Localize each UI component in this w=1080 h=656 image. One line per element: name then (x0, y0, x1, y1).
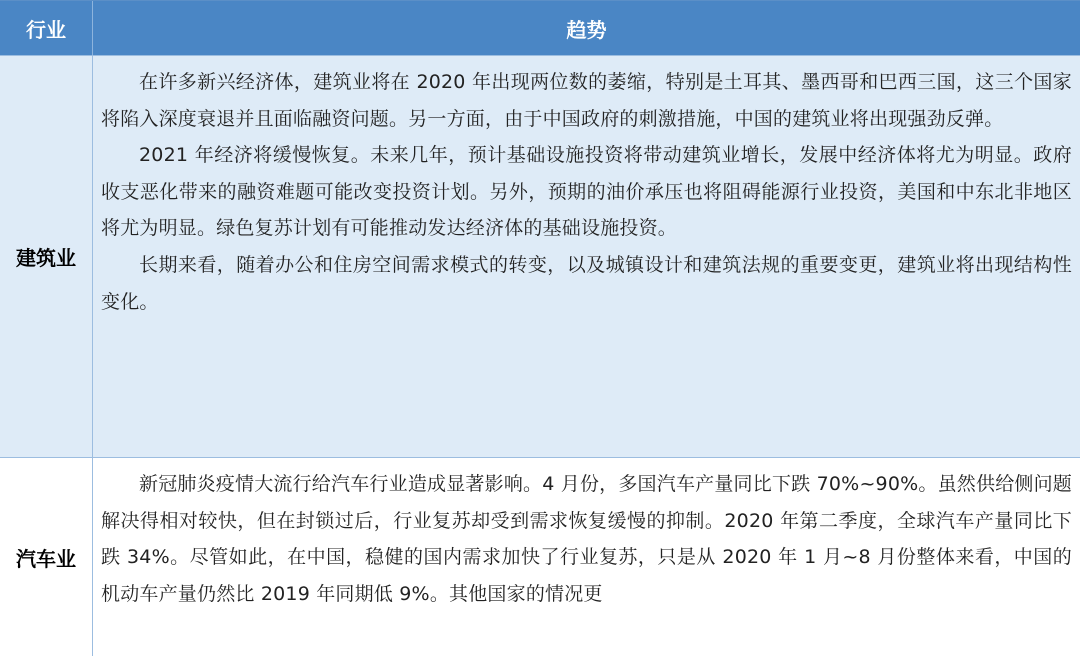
trend-content-construction (93, 56, 1080, 457)
table-row-auto (0, 457, 1080, 656)
table-header (0, 1, 1080, 55)
table-row-construction (0, 55, 1080, 457)
trend-paragraph: 新冠肺炎疫情大流行给汽车行业造成显著影响。4 月份，多国汽车产量同比下跌 70%~90%。虽然供给侧问题解决得相对较快，但在封锁过后，行业复苏却受到需求恢复缓慢的抑制。2020 年第二季度，全球汽车产量同比下跌 34%。尽管如此，在中国，稳健的国内需求加快了行业复苏，只是从 2020 年 1 月~8 月份整体来看，中国的机动车产量仍然比 2019 年同期低 9%。其他国家的情况更 (101, 473, 1072, 605)
trend-paragraph: 在许多新兴经济体，建筑业将在 2020 年出现两位数的萎缩，特别是土耳其、墨西哥和巴西三国，这三个国家将陷入深度衰退并且面临融资问题。另一方面，由于中国政府的刺激措施，中国的建筑业将出现强劲反弹。 (101, 71, 1072, 130)
trend-paragraph: 长期来看，随着办公和住房空间需求模式的转变，以及城镇设计和建筑法规的重要变更，建筑业将出现结构性变化。 (101, 253, 1072, 313)
industry-label-auto: 汽车业 (0, 458, 93, 656)
header-trend: 趋势 (566, 17, 607, 42)
industry-label-construction: 建筑业 (0, 56, 93, 457)
header-industry: 行业 (0, 1, 93, 55)
trend-paragraph: 2021 年经济将缓慢恢复。未来几年，预计基础设施投资将带动建筑业增长，发展中经济体将尤为明显。政府收支恶化带来的融资难题可能改变投资计划。另外，预期的油价承压也将阻碍能源行业投资，美国和中东北非地区将尤为明显。绿色复苏计划有可能推动发达经济体的基础设施投资。 (101, 144, 1072, 240)
trend-content-auto (93, 458, 1080, 656)
